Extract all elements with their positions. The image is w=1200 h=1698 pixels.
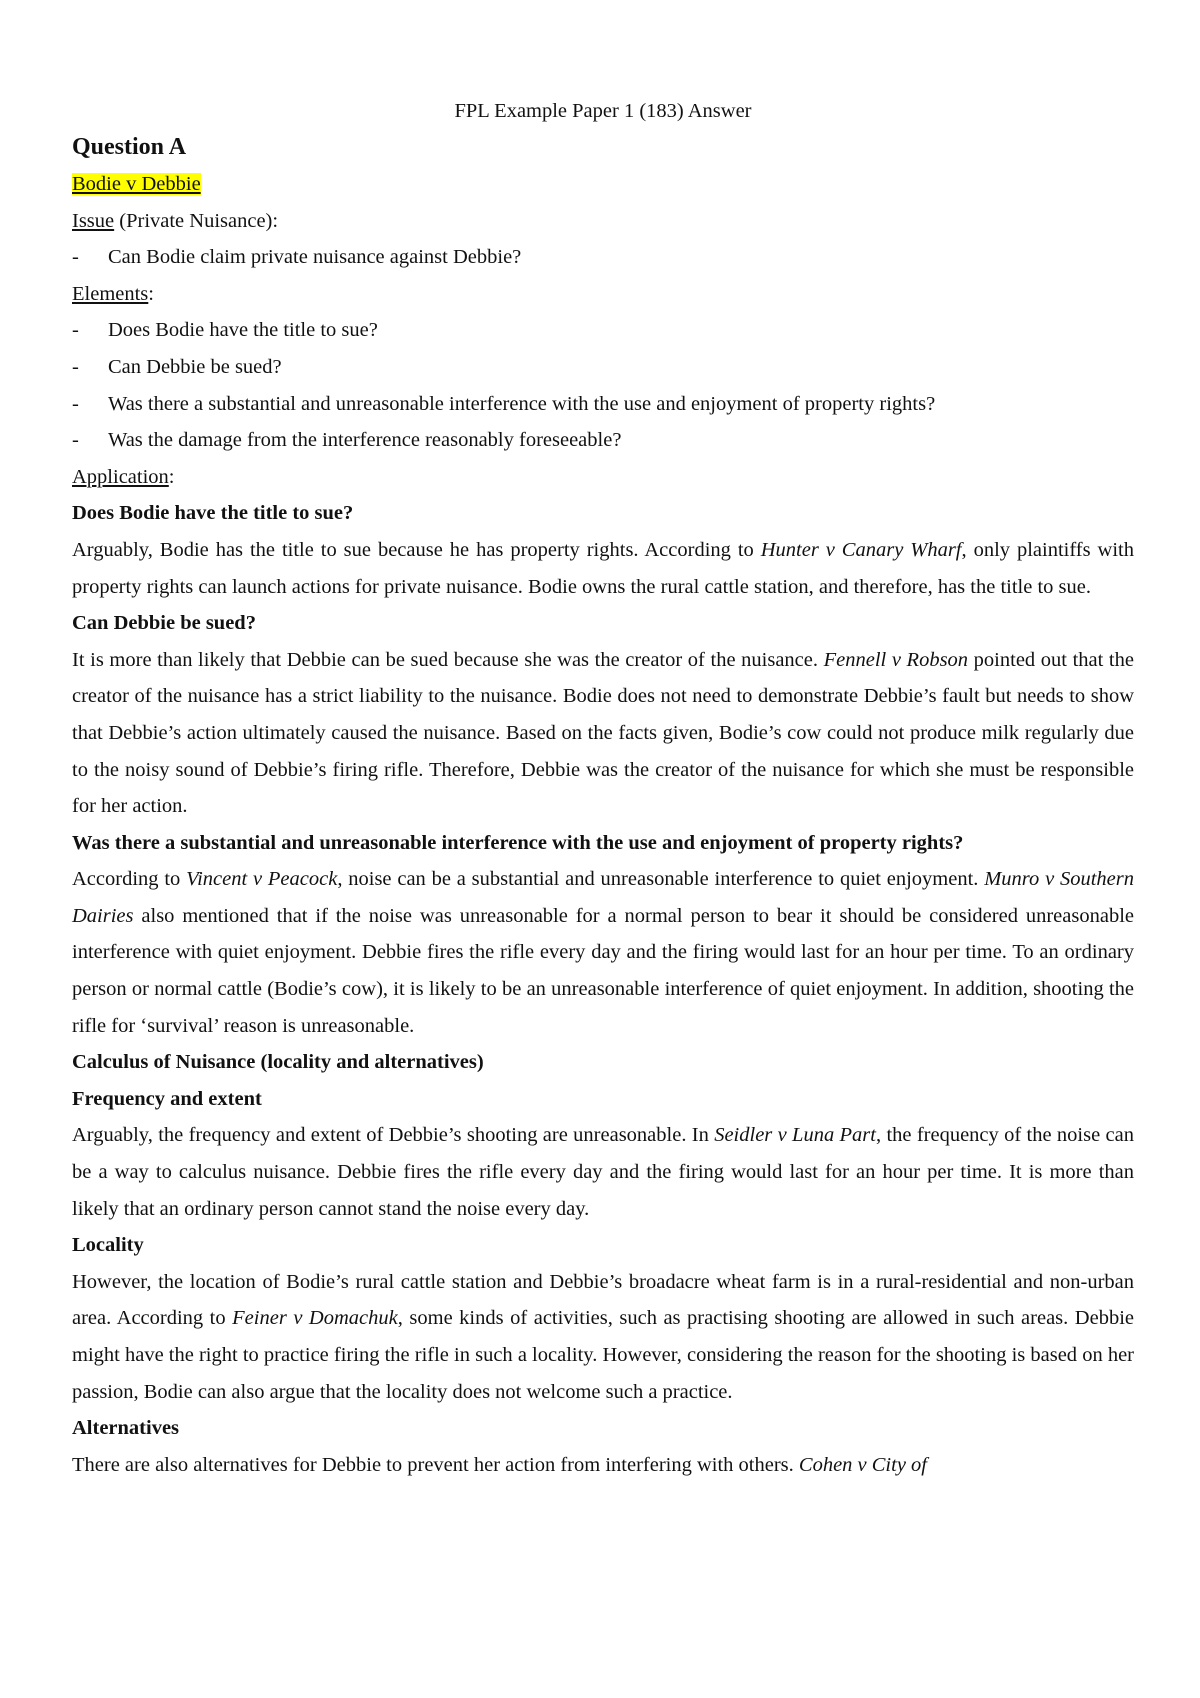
text-run: , only plaintiffs with property rights can launch actions for private nuisance. Bodie owns the rural cattle station, and therefore, has the title to sue. [72, 538, 1134, 598]
case-title-line [72, 166, 1134, 203]
element-item-text: Can Debbie be sued? [108, 355, 282, 378]
section-heading-locality: Locality [72, 1234, 144, 1257]
element-item-text: Does Bodie have the title to sue? [108, 319, 378, 342]
issue-rest: (Private Nuisance): [114, 209, 279, 232]
text-run: According to [72, 868, 187, 891]
text-run: , the frequency of the noise can be a way to calculus nuisance. Debbie fires the rifle every day and the firing would last for an hour per time. It is more than likely that an ordinary person cannot stand the noise every day. [72, 1124, 1134, 1220]
case-citation: Munro v Southern Dairies [72, 868, 1134, 927]
text-run: However, the location of Bodie’s rural cattle station and Debbie’s broadacre wheat farm is in a rural-residential and non-urban area. According to [72, 1270, 1134, 1330]
application-label: Application [72, 465, 169, 488]
case-citation: Hunter v Canary Wharf [760, 538, 962, 561]
application-rest: : [168, 465, 175, 488]
dash-marker: - [72, 355, 79, 378]
paragraph-alternatives [72, 1447, 1134, 1484]
case-citation: Feiner v Domachuk [232, 1307, 398, 1330]
application-line [72, 459, 1134, 496]
issue-item [72, 239, 1134, 276]
text-run: Arguably, Bodie has the title to sue because he has property rights. According to [72, 538, 761, 561]
question-heading: Question A [72, 134, 187, 160]
case-citation: Vincent v Peacock [186, 868, 338, 891]
dash-marker: - [72, 392, 79, 415]
element-item [72, 312, 1134, 349]
case-title: Bodie v Debbie [72, 173, 201, 195]
case-citation: Seidler v Luna Part [714, 1124, 876, 1147]
issue-line [72, 203, 1134, 240]
elements-rest: : [148, 282, 154, 305]
dash-marker: - [72, 429, 79, 452]
element-item [72, 386, 1134, 423]
case-citation: Cohen v City of [798, 1453, 927, 1476]
paragraph-frequency [72, 1117, 1134, 1227]
text-run: It is more than likely that Debbie can be sued because she was the creator of the nuisance. [72, 648, 824, 671]
text-run: also mentioned that if the noise was unreasonable for a normal person to bear it should be considered unreasonable interference with quiet enjoyment. Debbie fires the rifle every day and the firing would last for an hour per time. To an ordinary person or normal cattle (Bodie’s cow), it is likely to be an unreasonable interference of quiet enjoyment. In addition, shooting the rifle for ‘survival’ reason is unreasonable. [72, 904, 1134, 1037]
element-item-text: Was there a substantial and unreasonable interference with the use and enjoyment of property rights? [108, 392, 936, 415]
section-heading-alternatives: Alternatives [72, 1417, 180, 1440]
elements-line [72, 276, 1134, 313]
issue-item-text: Can Bodie claim private nuisance against Debbie? [108, 246, 522, 269]
element-item-text: Was the damage from the interference reasonably foreseeable? [108, 429, 622, 452]
section-heading-calculus: Calculus of Nuisance (locality and alternatives) [72, 1051, 484, 1074]
text-run: pointed out that the creator of the nuisance has a strict liability to the nuisance. Bodie does not need to demonstrate Debbie’s fault but needs to show that Debbie’s action ultimately caused the nuisance. Based on the facts given, Bodie’s cow could not produce milk regularly due to the noisy sound of Debbie’s firing rifle. Therefore, Debbie was the creator of the nuisance for which she must be responsible for her action. [72, 648, 1134, 818]
section-heading-can-be-sued: Can Debbie be sued? [72, 612, 256, 635]
paragraph-can-be-sued [72, 642, 1134, 825]
case-citation: Fennell v Robson [823, 648, 969, 671]
text-run: There are also alternatives for Debbie to prevent her action from interfering with others. [72, 1453, 799, 1476]
paragraph-interference [72, 861, 1134, 1044]
section-heading-frequency: Frequency and extent [72, 1087, 262, 1110]
text-run: , some kinds of activities, such as practising shooting are allowed in such areas. Debbie might have the right to practice firing the rifle in such a locality. However, considering the reason for the shooting is based on her passion, Bodie can also argue that the locality does not welcome such a practice. [72, 1307, 1135, 1403]
element-item [72, 349, 1134, 386]
text-run: Arguably, the frequency and extent of Debbie’s shooting are unreasonable. In [72, 1124, 715, 1147]
element-item [72, 422, 1134, 459]
dash-marker: - [72, 319, 79, 342]
section-heading-interference: Was there a substantial and unreasonable interference with the use and enjoyment of property rights? [72, 831, 964, 854]
paragraph-title-to-sue [72, 532, 1134, 605]
paragraph-locality [72, 1264, 1134, 1410]
page-title: FPL Example Paper 1 (183) Answer [454, 100, 752, 122]
issue-label: Issue [72, 209, 115, 232]
elements-label: Elements [72, 282, 149, 305]
dash-marker: - [72, 246, 79, 269]
section-heading-title-to-sue: Does Bodie have the title to sue? [72, 502, 354, 525]
text-run: , noise can be a substantial and unreasonable interference to quiet enjoyment. [337, 868, 985, 891]
